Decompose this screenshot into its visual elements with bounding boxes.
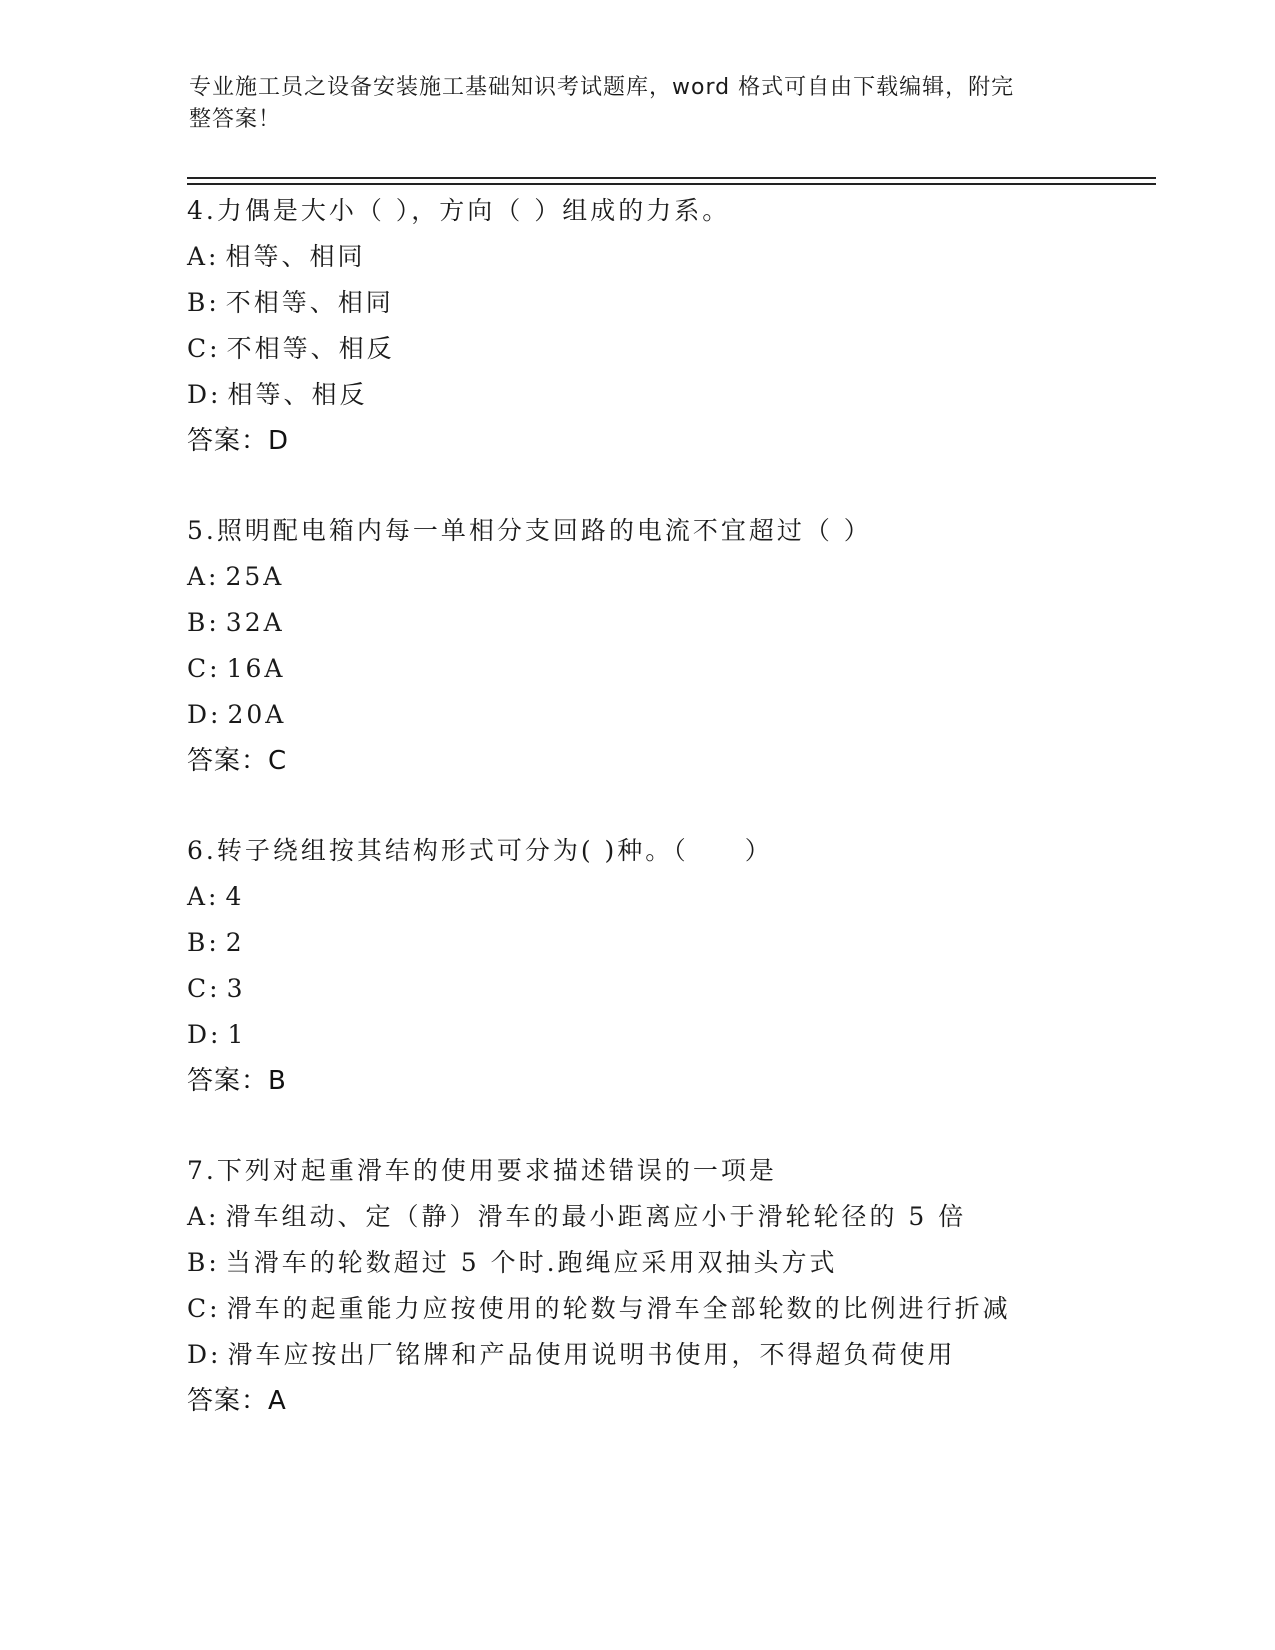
option-a <box>187 234 1087 280</box>
option-text: 4 <box>225 882 245 911</box>
option-text: 1 <box>227 1020 247 1049</box>
question-stem: 4.力偶是大小（ ），方向（ ）组成的力系。 <box>187 196 731 225</box>
option-d <box>187 692 1087 738</box>
option-b <box>187 600 1087 646</box>
option-letter: C: <box>187 654 221 683</box>
option-d <box>187 1012 1087 1058</box>
question-block <box>187 828 1087 1104</box>
option-d <box>187 372 1087 418</box>
option-text: 3 <box>226 974 246 1003</box>
option-text: 当滑车的轮数超过 5 个时.跑绳应采用双抽头方式 <box>225 1248 838 1277</box>
question-stem: 6.转子绕组按其结构形式可分为( )种。（ ） <box>187 836 773 865</box>
option-text: 20A <box>227 700 287 729</box>
header-line-1: 专业施工员之设备安装施工基础知识考试题库，word 格式可自由下载编辑，附完 <box>189 75 1015 100</box>
option-text: 滑车应按出厂铭牌和产品使用说明书使用，不得超负荷使用 <box>227 1340 956 1369</box>
option-text: 不相等、相反 <box>226 334 395 363</box>
answer-line: 答案：B <box>187 1066 287 1096</box>
question-block <box>187 188 1087 464</box>
option-c <box>187 646 1087 692</box>
option-c <box>187 966 1087 1012</box>
answer-line: 答案：A <box>187 1386 287 1416</box>
option-c <box>187 1286 1087 1332</box>
option-letter: A: <box>187 562 220 591</box>
option-text: 32A <box>225 608 285 637</box>
option-letter: A: <box>187 1202 220 1231</box>
option-letter: B: <box>187 608 220 637</box>
option-letter: D: <box>187 700 222 729</box>
option-b <box>187 920 1087 966</box>
option-text: 25A <box>225 562 285 591</box>
header-divider-bottom <box>187 183 1156 185</box>
option-letter: B: <box>187 288 220 317</box>
option-a <box>187 1194 1087 1240</box>
option-a <box>187 554 1087 600</box>
option-b <box>187 1240 1087 1286</box>
option-letter: D: <box>187 1020 222 1049</box>
option-letter: D: <box>187 1340 222 1369</box>
answer-line: 答案：D <box>187 426 290 456</box>
option-b <box>187 280 1087 326</box>
question-stem: 7.下列对起重滑车的使用要求描述错误的一项是 <box>187 1156 777 1185</box>
option-text: 16A <box>226 654 286 683</box>
header-line-2: 整答案！ <box>189 107 282 132</box>
option-text: 2 <box>225 928 245 957</box>
option-letter: A: <box>187 242 220 271</box>
option-text: 滑车组动、定（静）滑车的最小距离应小于滑轮轮径的 5 倍 <box>225 1202 967 1231</box>
option-text: 不相等、相同 <box>225 288 394 317</box>
option-text: 相等、相同 <box>225 242 366 271</box>
option-letter: C: <box>187 974 221 1003</box>
option-text: 滑车的起重能力应按使用的轮数与滑车全部轮数的比例进行折减 <box>226 1294 1011 1323</box>
option-letter: D: <box>187 380 222 409</box>
option-a <box>187 874 1087 920</box>
option-text: 相等、相反 <box>227 380 368 409</box>
option-d <box>187 1332 1087 1378</box>
option-c <box>187 326 1087 372</box>
option-letter: B: <box>187 1248 220 1277</box>
option-letter: C: <box>187 334 221 363</box>
option-letter: A: <box>187 882 220 911</box>
question-block <box>187 508 1087 784</box>
document-header <box>189 72 1069 136</box>
option-letter: B: <box>187 928 220 957</box>
question-block <box>187 1148 1087 1424</box>
question-stem: 5.照明配电箱内每一单相分支回路的电流不宜超过（ ） <box>187 516 872 545</box>
header-divider-top <box>187 177 1156 179</box>
option-letter: C: <box>187 1294 221 1323</box>
answer-line: 答案：C <box>187 746 288 776</box>
